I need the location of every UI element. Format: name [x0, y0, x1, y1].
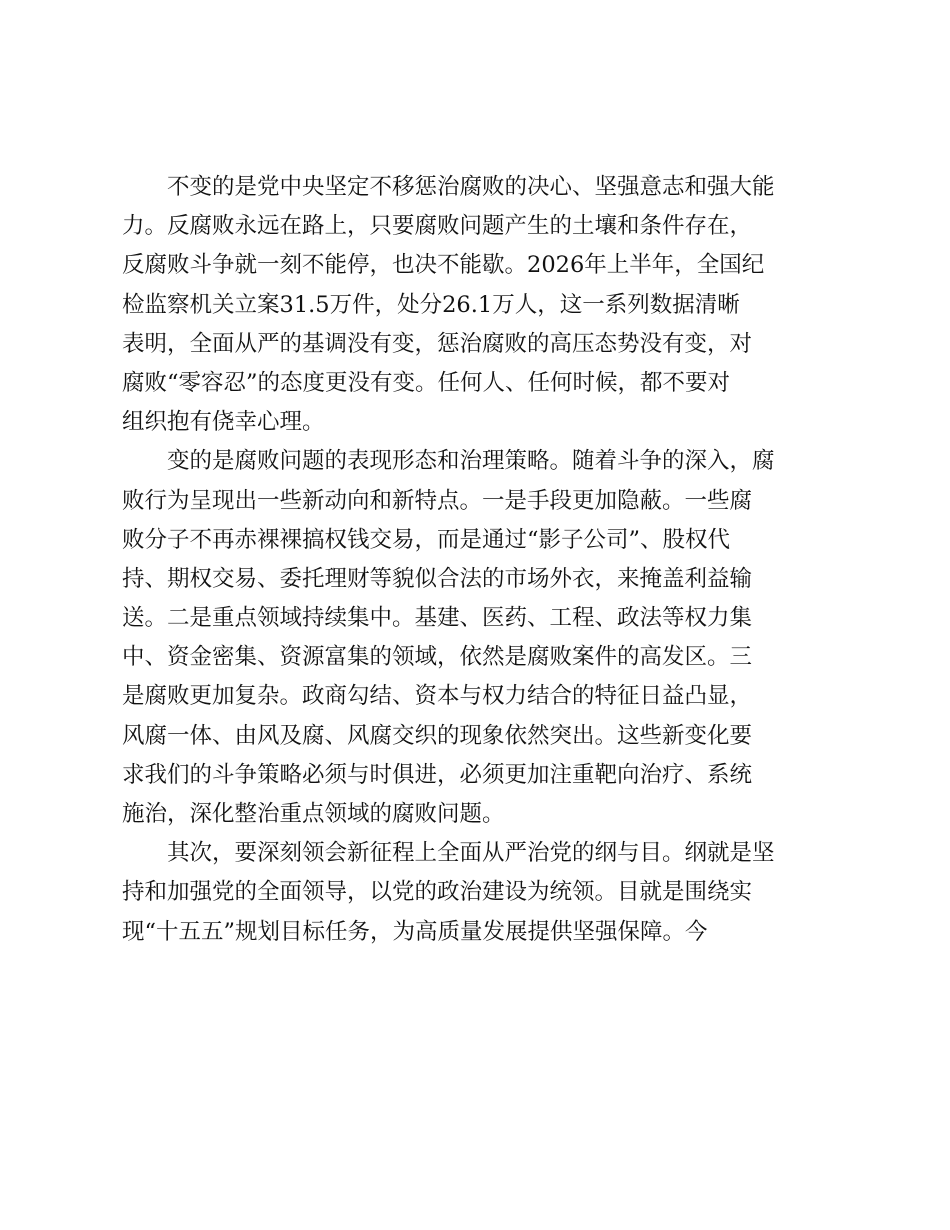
document-body [122, 168, 832, 952]
text-line: 表明，全面从严的基调没有变，惩治腐败的高压态势没有变，对 [122, 330, 753, 357]
text-line: 组织抱有侥幸心理。 [122, 409, 325, 436]
text-line: 求我们的斗争策略必须与时俱进，必须更加注重靶向治疗、系统 [122, 761, 753, 788]
text-line: 反腐败斗争就一刻不能停，也决不能歇。2026年上半年，全国纪 [122, 252, 765, 279]
text-line: 腐败“零容忍”的态度更没有变。任何人、任何时候，都不要对 [122, 369, 731, 396]
text-line: 现“十五五”规划目标任务，为高质量发展提供坚强保障。今 [122, 918, 708, 945]
text-line: 施治，深化整治重点领域的腐败问题。 [122, 801, 505, 827]
text-line: 送。二是重点领域持续集中。基建、医药、工程、政法等权力集 [122, 605, 753, 632]
text-line: 败行为呈现出一些新动向和新特点。一是手段更加隐蔽。一些腐 [122, 487, 753, 514]
text-line: 风腐一体、由风及腐、风腐交织的现象依然突出。这些新变化要 [122, 722, 753, 749]
paragraph-3 [122, 834, 832, 952]
text-line: 其次，要深刻领会新征程上全面从严治党的纲与目。纲就是坚 [122, 840, 775, 867]
paragraph-1 [122, 168, 832, 442]
paragraph-2 [122, 442, 832, 834]
text-line: 中、资金密集、资源富集的领域，依然是腐败案件的高发区。三 [122, 644, 753, 671]
text-line: 变的是腐败问题的表现形态和治理策略。随着斗争的深入，腐 [122, 448, 775, 475]
text-line: 检监察机关立案31.5万件，处分26.1万人，这一系列数据清晰 [122, 291, 740, 318]
text-line: 持和加强党的全面领导，以党的政治建设为统领。目就是围绕实 [122, 879, 753, 906]
text-line: 是腐败更加复杂。政商勾结、资本与权力结合的特征日益凸显， [122, 683, 753, 710]
text-line: 持、期权交易、委托理财等貌似合法的市场外衣，来掩盖利益输 [122, 565, 753, 592]
text-line: 力。反腐败永远在路上，只要腐败问题产生的土壤和条件存在， [122, 213, 753, 240]
text-line: 败分子不再赤裸裸搞权钱交易，而是通过“影子公司”、股权代 [122, 526, 731, 553]
text-line: 不变的是党中央坚定不移惩治腐败的决心、坚强意志和强大能 [122, 174, 775, 200]
